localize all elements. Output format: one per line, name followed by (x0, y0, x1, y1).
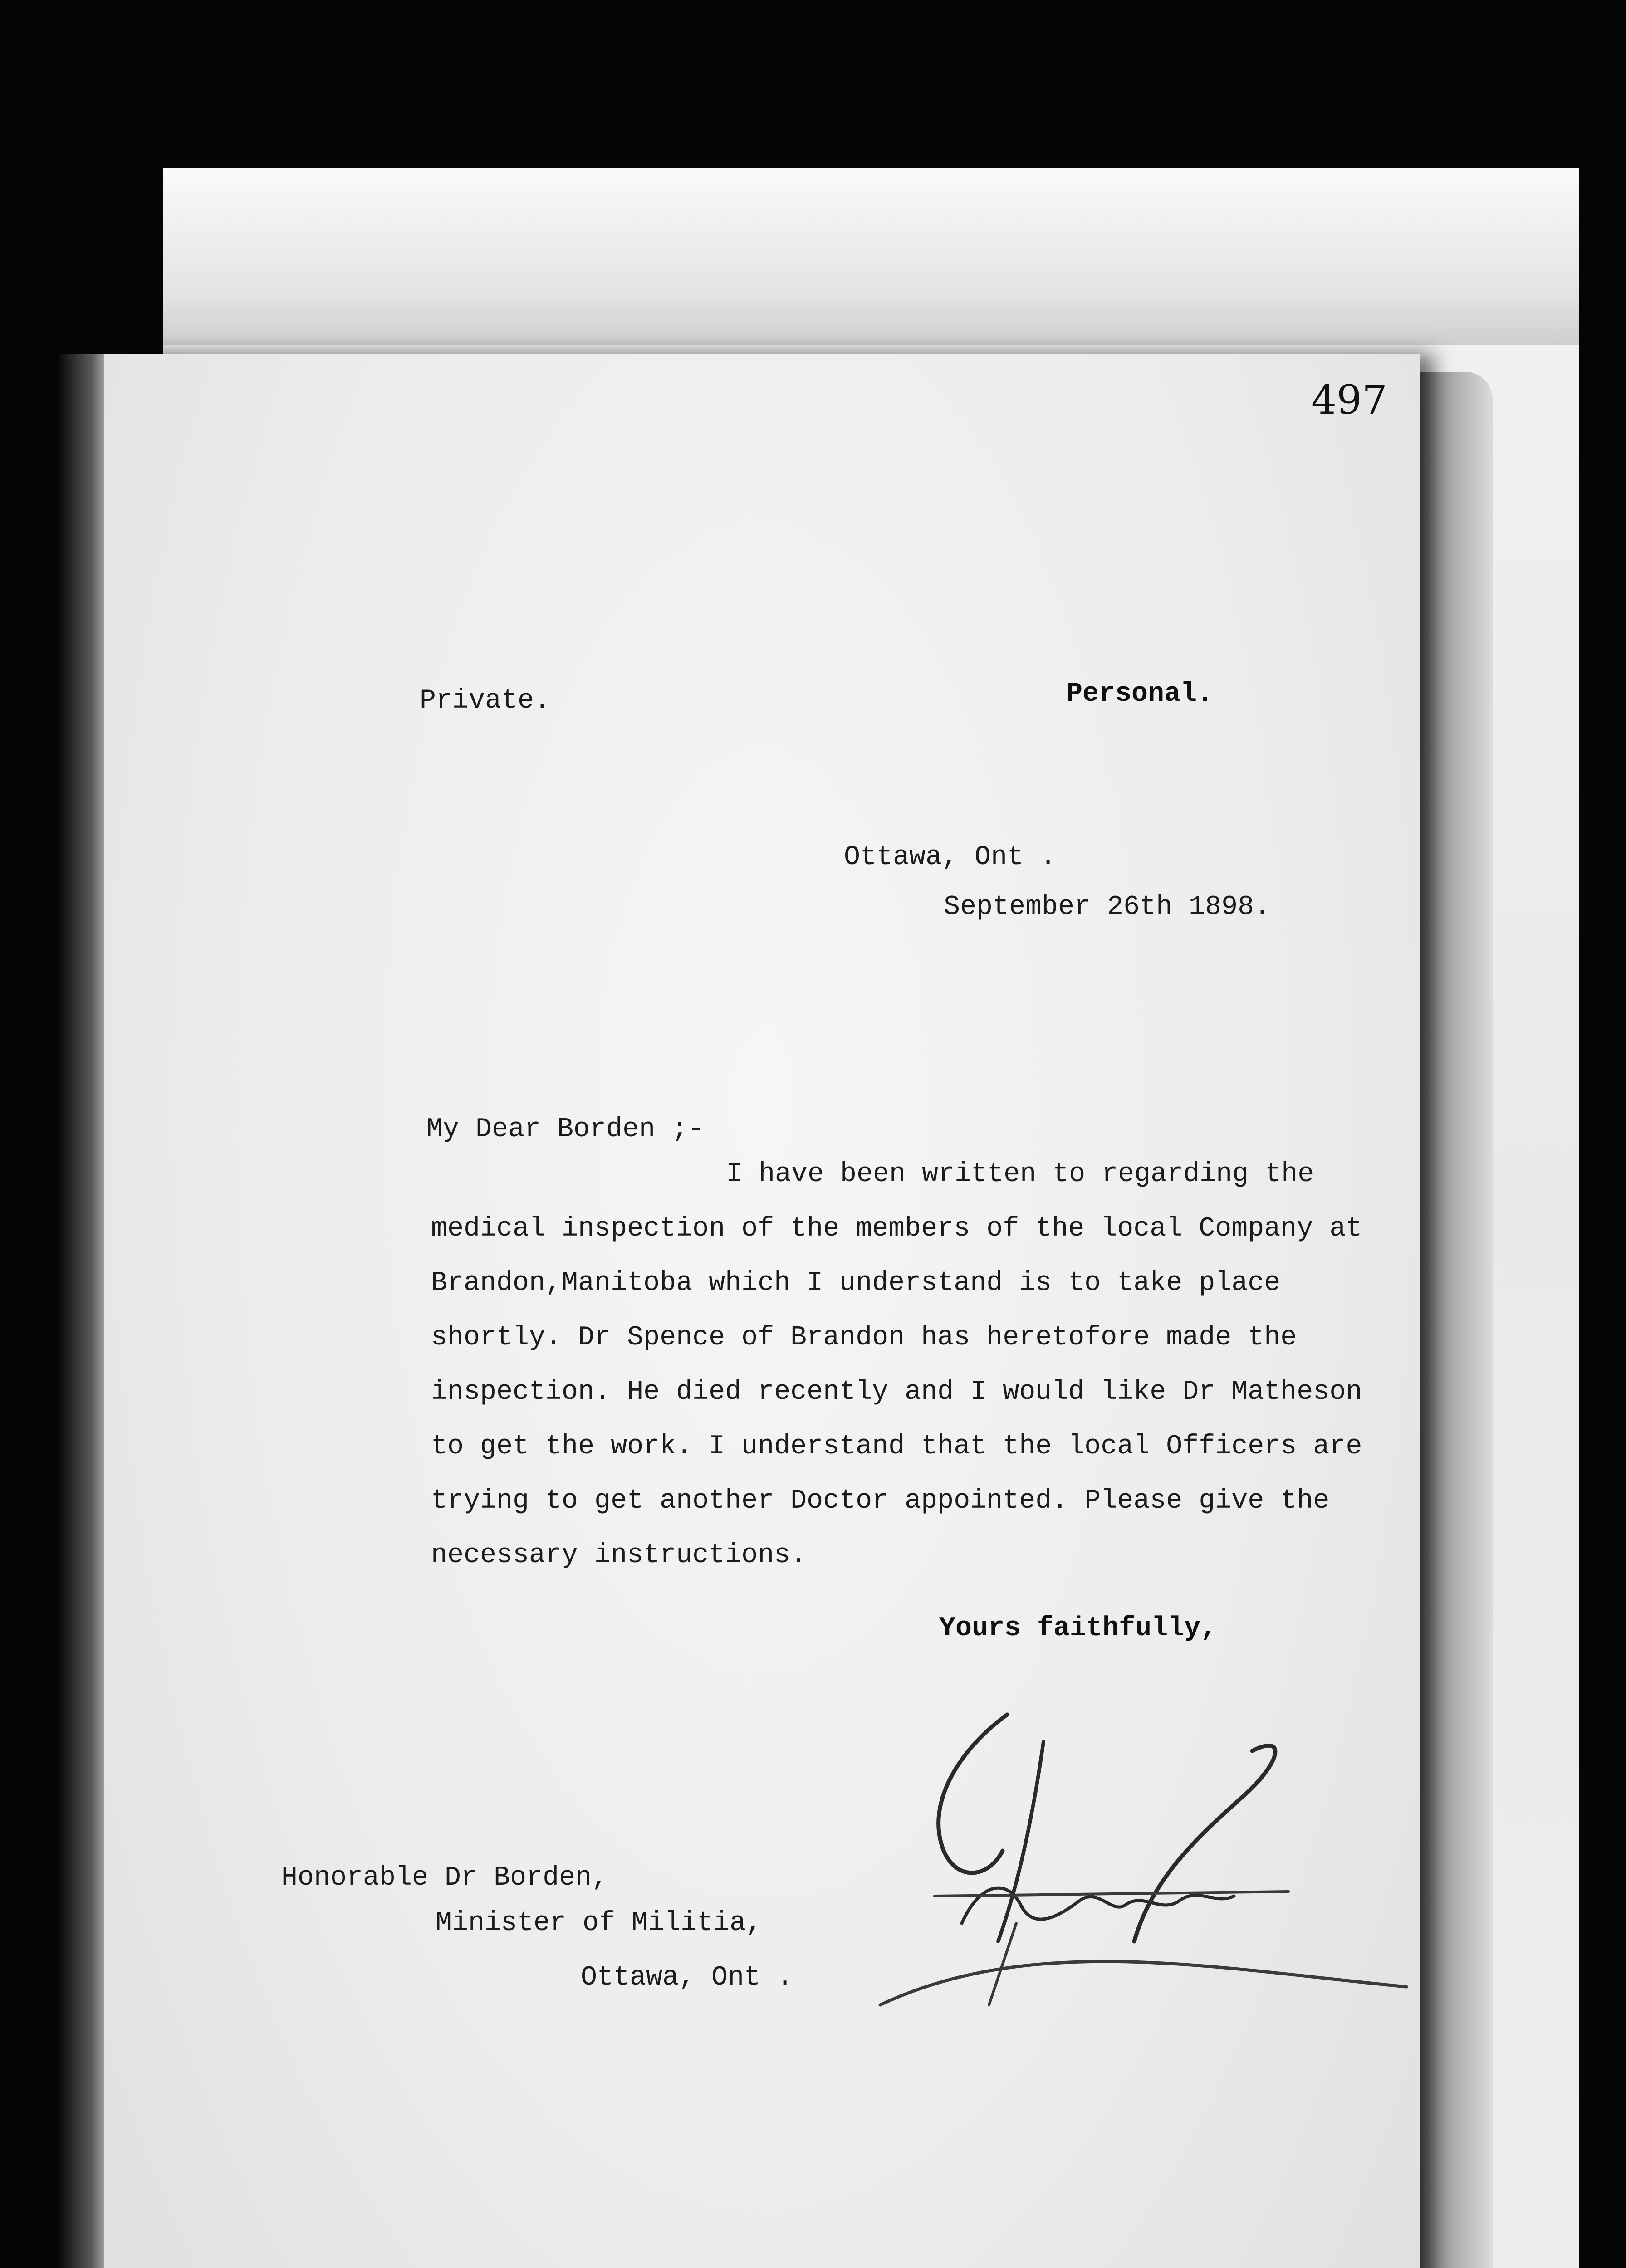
personal-mark: Personal. (1066, 679, 1214, 709)
body-line-2: medical inspection of the members of the local Company at (431, 1213, 1362, 1244)
salutation: My Dear Borden ;- (426, 1114, 705, 1145)
body-line-4: shortly. Dr Spence of Brandon has heretofore made the (431, 1322, 1297, 1353)
letter-place: Ottawa, Ont . (844, 842, 1057, 873)
backing-sheet-top-strip (163, 168, 1579, 345)
closing: Yours faithfully, (939, 1613, 1217, 1644)
private-mark: Private. (420, 685, 551, 716)
addressee-line-3: Ottawa, Ont . (581, 1962, 793, 1993)
body-line-1: I have been written to regarding the (726, 1159, 1314, 1190)
page-number: 497 (1311, 376, 1387, 423)
body-line-3: Brandon,Manitoba which I understand is to take place (431, 1268, 1281, 1299)
addressee-line-1: Honorable Dr Borden, (281, 1862, 608, 1893)
handwritten-signature (808, 1687, 1415, 2041)
body-line-6: to get the work. I understand that the local Officers are (431, 1431, 1362, 1462)
body-line-5: inspection. He died recently and I would like Dr Matheson (431, 1377, 1362, 1408)
body-line-8: necessary instructions. (431, 1540, 807, 1571)
body-line-7: trying to get another Doctor appointed. Please give the (431, 1486, 1330, 1516)
letter-date: September 26th 1898. (944, 892, 1271, 923)
addressee-line-2: Minister of Militia, (436, 1908, 763, 1939)
